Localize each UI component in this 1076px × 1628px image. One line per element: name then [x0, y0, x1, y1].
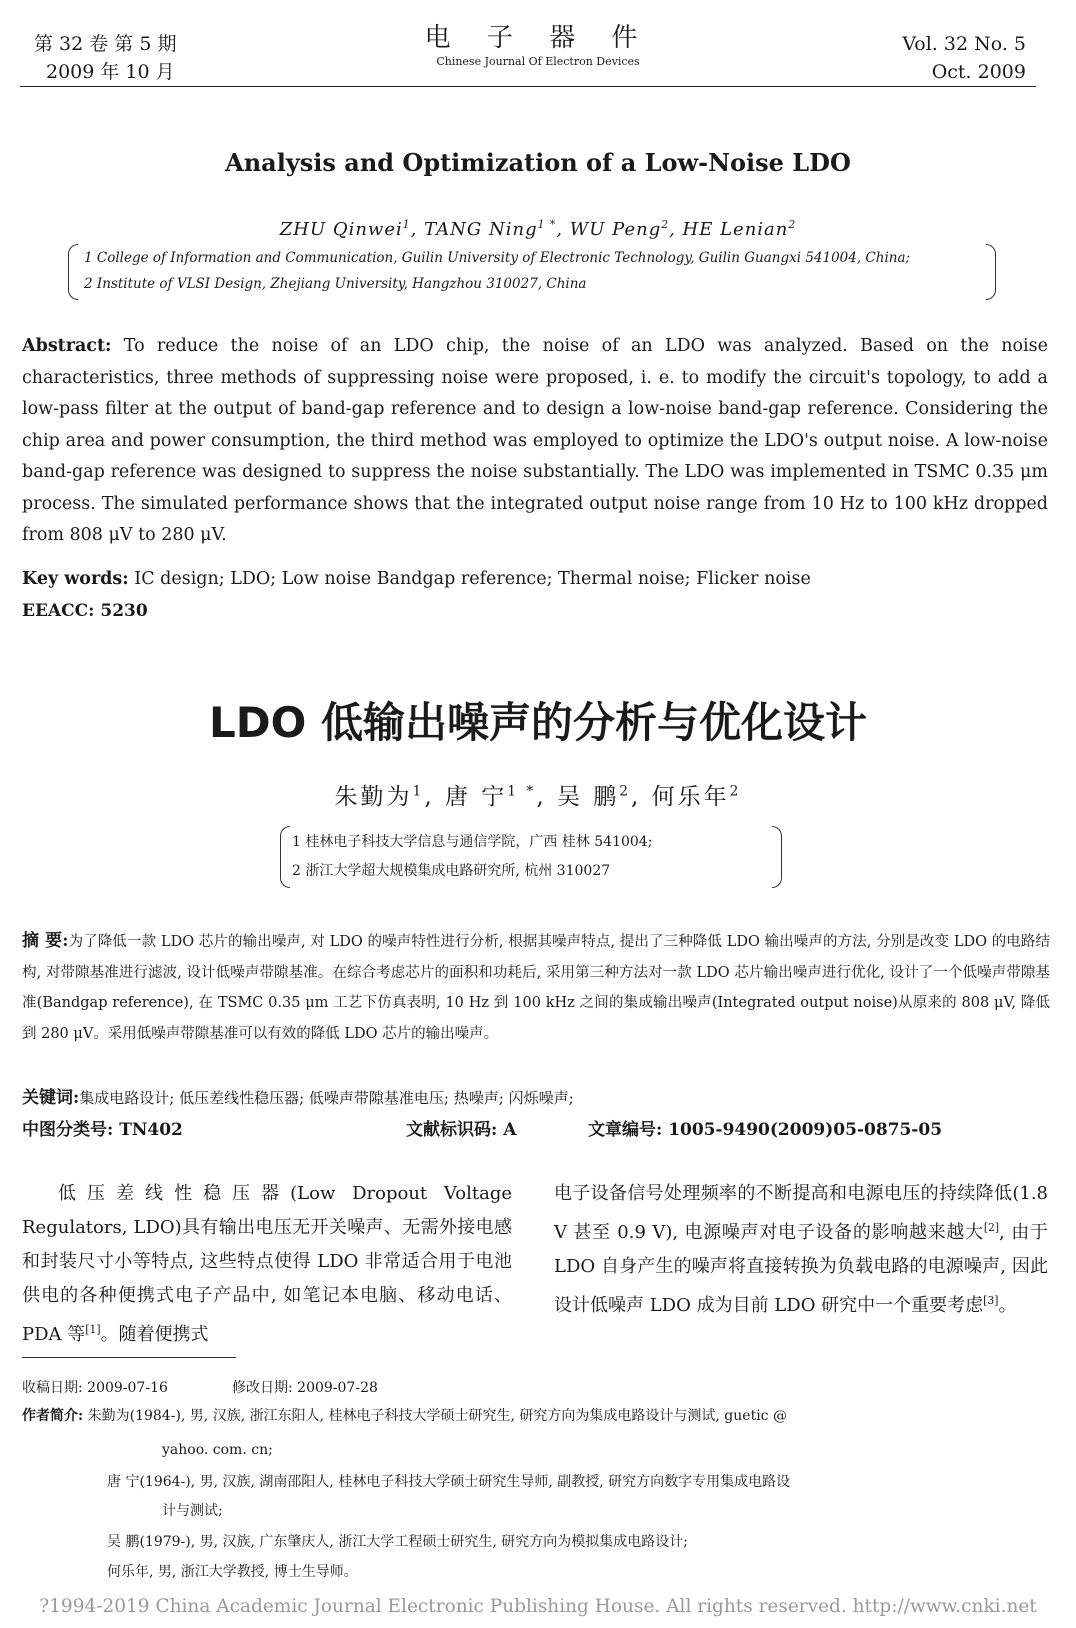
body-column-left [22, 1177, 512, 1352]
bio-text: 朱勤为(1984-), 男, 汉族, 浙江东阳人, 桂林电子科技大学硕士研究生, 研究方向为集成电路设计与测试, guetic @ [83, 1408, 787, 1424]
english-title: Analysis and Optimization of a Low-Noise LDO [225, 148, 851, 177]
cn-keywords-text: 集成电路设计; 低压差线性稳压器; 低噪声带隙基准电压; 热噪声; 闪烁噪声; [79, 1089, 574, 1107]
header-rule [20, 86, 1036, 87]
volume-issue-cn: 第 32 卷 第 5 期 [34, 33, 177, 55]
author-bio-1 [22, 1403, 1052, 1430]
cn-keywords-label: 关键词: [22, 1088, 80, 1108]
chinese-keywords [22, 1083, 574, 1108]
citation: [1] [85, 1323, 101, 1336]
journal-title-en: Chinese Journal Of Electron Devices [436, 55, 640, 68]
author-bio-2: 唐 宁(1964-), 男, 汉族, 湖南邵阳人, 桂林电子科技大学硕士研究生导师, 副教授, 研究方向数字专用集成电路设 [107, 1474, 791, 1490]
clc-number: 中图分类号: TN402 [22, 1120, 183, 1140]
cn-abstract-text: 为了降低一款 LDO 芯片的输出噪声, 对 LDO 的噪声特性进行分析, 根据其噪声特点, 提出了三种降低 LDO 输出噪声的方法, 分别是改变 LDO 的电路结构, 对带隙基准进行滤波, 设计低噪声带隙基准。在综合考虑芯片的面积和功耗后, 采用第三种方法对一款 LDO 芯片输出噪声进行优化, 设计了一个低噪声带隙基准(Bandgap reference), 在 TSMC 0.35 μm 工艺下仿真表明, 10 Hz 到 100 kHz 之间的集成输出噪声(Integrated output noise)从原来的 808 μV, 降低到 280 μV。采用低噪声带隙基准可以有效的降低 LDO 芯片的输出噪声。 [22, 934, 1051, 1042]
english-keywords [22, 569, 811, 589]
author-name: TANG Ning [424, 219, 538, 240]
body-text: 低压差线性稳压器(Low Dropout Voltage Regulators, LDO)具有输出电压无开关噪声、无需外接电感和封装尺寸小等特点, 这些特点使得 LDO 非常适合用于电池供电的各种便携式电子产品中, 如笔记本电脑、移动电话、PDA 等 [22, 1183, 512, 1345]
bio-label: 作者简介: [22, 1408, 84, 1424]
author-sup: 1 [412, 783, 425, 800]
author-sup: 2 [729, 783, 742, 800]
document-code: 文献标识码: A [406, 1120, 517, 1140]
cn-affiliation-bracket-right [772, 826, 782, 888]
cn-affiliation-2: 2 浙江大学超大规模集成电路研究所, 杭州 310027 [292, 863, 611, 879]
author-name: HE Lenian [682, 219, 789, 240]
chinese-title: LDO 低输出噪声的分析与优化设计 [209, 698, 867, 747]
received-date: 收稿日期: 2009-07-16 [22, 1380, 168, 1396]
citation: [2] [983, 1221, 1000, 1234]
author-sup: 2 [661, 218, 670, 231]
author-sup: 2 [788, 218, 797, 231]
cn-affiliation-1: 1 桂林电子科技大学信息与通信学院，广西 桂林 541004; [292, 834, 653, 850]
author-sup: 1 [402, 218, 411, 231]
keywords-text: IC design; LDO; Low noise Bandgap reference; Thermal noise; Flicker noise [128, 569, 811, 589]
revised-date: 修改日期: 2009-07-28 [232, 1380, 378, 1396]
author-name: 吴 鹏 [556, 784, 620, 810]
author-bio-1-cont: yahoo. com. cn; [162, 1442, 273, 1458]
author-sup: 1 * [537, 218, 557, 231]
author-bio-4: 何乐年, 男, 浙江大学教授, 博士生导师。 [107, 1564, 358, 1580]
copyright-footer: ?1994-2019 China Academic Journal Electronic Publishing House. All rights reserved. http://www.cnki.net [39, 1596, 1037, 1617]
citation: [3] [983, 1294, 999, 1307]
date-cn: 2009 年 10 月 [46, 61, 175, 83]
chinese-affiliations [292, 828, 772, 886]
affiliation-2: 2 Institute of VLSI Design, Zhejiang University, Hangzhou 310027, China [84, 276, 587, 292]
volume-issue-en: Vol. 32 No. 5 [902, 33, 1026, 55]
english-abstract [22, 331, 1048, 552]
chinese-authors: 朱勤为$^1$, 唐 宁$^{1 *}$, 吴 鹏$^2$, 何乐年$^2$ [334, 783, 742, 810]
body-text: 电子设备信号处理频率的不断提高和电源电压的持续降低(1.8 V 甚至 0.9 V), 电源噪声对电子设备的影响越来越大 [554, 1183, 1048, 1243]
eeacc-code: EEACC: 5230 [22, 601, 148, 621]
author-name: 朱勤为 [334, 784, 413, 810]
date-en: Oct. 2009 [931, 61, 1026, 83]
body-text: , 由于 LDO 自身产生的噪声将直接转换为负载电路的电源噪声, 因此设计低噪声 LDO 成为目前 LDO 研究中一个重要考虑 [554, 1222, 1048, 1316]
english-authors: ZHU Qinwei$^1$, TANG Ning$^{1 *}$, WU Peng$^2$, HE Lenian$^2$ [279, 218, 797, 240]
affiliation-1: 1 College of Information and Communication, Guilin University of Electronic Technology, Guilin Guangxi 541004, China; [84, 250, 911, 266]
author-bio-2-cont: 计与测试; [162, 1503, 223, 1519]
body-text: 。随着便携式 [100, 1324, 209, 1345]
author-sup: 2 [619, 783, 632, 800]
body-text: 。 [998, 1295, 1017, 1316]
body-column-right [554, 1177, 1048, 1323]
cn-affiliation-bracket-left [280, 826, 290, 888]
author-sup: 1 * [507, 783, 537, 800]
cn-abstract-label: 摘 要: [22, 931, 69, 951]
chinese-abstract [22, 926, 1050, 1049]
author-name: 何乐年 [651, 784, 730, 810]
footnote-rule [22, 1357, 236, 1358]
author-name: 唐 宁 [444, 784, 508, 810]
author-name: WU Peng [569, 219, 662, 240]
author-bio-3: 吴 鹏(1979-), 男, 汉族, 广东肇庆人, 浙江大学工程硕士研究生, 研究方向为模拟集成电路设计; [107, 1534, 688, 1550]
article-number: 文章编号: 1005-9490(2009)05-0875-05 [588, 1120, 943, 1140]
abstract-text: To reduce the noise of an LDO chip, the noise of an LDO was analyzed. Based on the noise characteristics, three methods of suppressing noise were proposed, i. e. to modify the circuit's topology, to add a low-pass filter at the output of band-gap reference and to design a low-noise band-gap reference. Considering the chip area and power consumption, the third method was employed to optimize the LDO's output noise. A low-noise band-gap reference was designed to suppress the noise substantially. The LDO was implemented in TSMC 0.35 μm process. The simulated performance shows that the integrated output noise range from 10 Hz to 100 kHz dropped from 808 μV to 280 μV. [22, 336, 1048, 545]
keywords-label: Key words: [22, 569, 129, 589]
affiliation-bracket-left [68, 244, 78, 300]
abstract-label: Abstract: [22, 336, 112, 356]
affiliation-bracket-right [986, 244, 996, 300]
english-affiliations [84, 245, 984, 297]
author-name: ZHU Qinwei [279, 219, 403, 240]
header-right [902, 30, 1026, 86]
journal-title-cn: 电 子 器 件 [424, 23, 652, 53]
